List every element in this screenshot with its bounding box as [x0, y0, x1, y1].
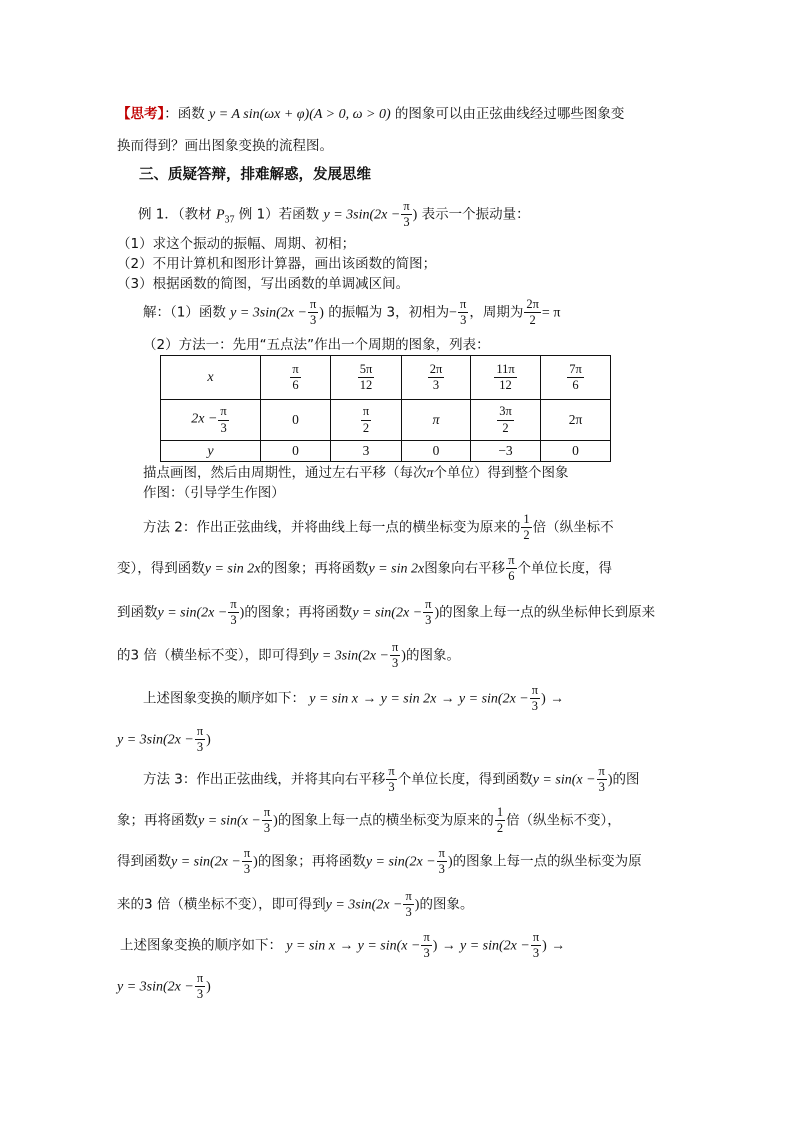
table-row: 2x − $\frac{\pi}{3}$ 0 $\frac{\pi}{2}$ π $\frac{3\pi}{2}$ 2π [161, 400, 611, 441]
think-formula: y = A sin(ωx + φ)(A > 0, ω > 0) [209, 107, 391, 122]
method2-line-1: 方法 2：作出正弦曲线，并将曲线上每一点的横坐标变为原来的 $\frac{1}{2}$ 倍（纵坐标不 [143, 512, 614, 543]
order2-line-2: y = 3sin(2x − $\frac{\pi}{3}$ ) [117, 971, 211, 1002]
think-tag: 【思考】 [117, 106, 165, 122]
method3-line-4: 来的3 倍（横坐标不变），即可得到y = 3sin(2x − $\frac{\pi}{3}$ )的图象。 [117, 889, 474, 920]
example-intro: 例 1．（教材 $P_{37}$ 例 1）若函数 y = 3sin(2x − $\frac{\pi}{3}$ ) 表示一个振动量： [138, 199, 530, 230]
table-row: x $\frac{\pi}{6}$ $\frac{5\pi}{12}$ $\frac{2\pi}{3}$ $\frac{11\pi}{12}$ $\frac{7\pi}{6}$ [161, 356, 611, 400]
think-line-2: 换而得到？画出图象变换的流程图。 [117, 138, 333, 154]
question-1: （1）求这个振动的振幅、周期、初相； [117, 236, 356, 252]
method3-line-2: 象；再将函数y = sin(x − $\frac{\pi}{3}$ )的图象上每一点的横坐标变为原来的 $\frac{1}{2}$ 倍（纵坐标不变）， [117, 805, 621, 836]
order1-line-1: 上述图象变换的顺序如下： y = sin x → y = sin 2x → y = sin(2x − $\frac{\pi}{3}$ ) → [143, 683, 565, 714]
method2-line-2: 变），得到函数y = sin 2x的图象；再将函数y = sin 2x图象向右平移 $\frac{\pi}{6}$ 个单位长度，得 [117, 553, 612, 584]
order2-line-1: 上述图象变换的顺序如下： y = sin x → y = sin(x − $\frac{\pi}{3}$ ) → y = sin(2x − $\frac{\pi}{3}$ ) → [120, 930, 566, 961]
solution-2: （2）方法一：先用“五点法”作出一个周期的图象，列表： [143, 337, 490, 353]
solution-1: 解：（1）函数 y = 3sin(2x − $\frac{\pi}{3}$ ) 的振幅为 3，初相为− $\frac{\pi}{3}$ ，周期为 $\frac{2\pi}{2}$ = π [143, 297, 561, 328]
after-table-2: 作图：（引导学生作图） [143, 485, 285, 501]
method2-line-3: 到函数y = sin(2x − $\frac{\pi}{3}$ )的图象；再将函数y = sin(2x − $\frac{\pi}{3}$ )的图象上每一点的纵坐标伸长到原来 [117, 597, 656, 628]
five-point-table [160, 355, 611, 462]
order1-line-2: y = 3sin(2x − $\frac{\pi}{3}$ ) [117, 724, 211, 755]
method3-line-1: 方法 3：作出正弦曲线，并将其向右平移 $\frac{\pi}{3}$ 个单位长度，得到函数y = sin(x − $\frac{\pi}{3}$ )的图 [143, 764, 640, 795]
method2-line-4: 的3 倍（横坐标不变），即可得到y = 3sin(2x − $\frac{\pi}{3}$ )的图象。 [117, 640, 460, 671]
question-3: （3）根据函数的简图，写出函数的单调减区间。 [117, 276, 410, 292]
section-title: 三、质疑答辩，排难解惑，发展思维 [139, 167, 371, 183]
think-line-1: 【思考】：函数 y = A sin(ωx + φ)(A > 0, ω > 0) 的图象可以由正弦曲线经过哪些图象变 [117, 106, 625, 122]
method3-line-3: 得到函数y = sin(2x − $\frac{\pi}{3}$ )的图象；再将函数y = sin(2x − $\frac{\pi}{3}$ )的图象上每一点的纵坐标变为原 [117, 846, 642, 877]
table-row: y 0 3 0 −3 0 [161, 441, 611, 462]
after-table-1: 描点画图，然后由周期性，通过左右平移（每次π个单位）得到整个图象 [143, 465, 569, 481]
question-2: （2）不用计算机和图形计算器，画出该函数的简图； [117, 256, 437, 272]
